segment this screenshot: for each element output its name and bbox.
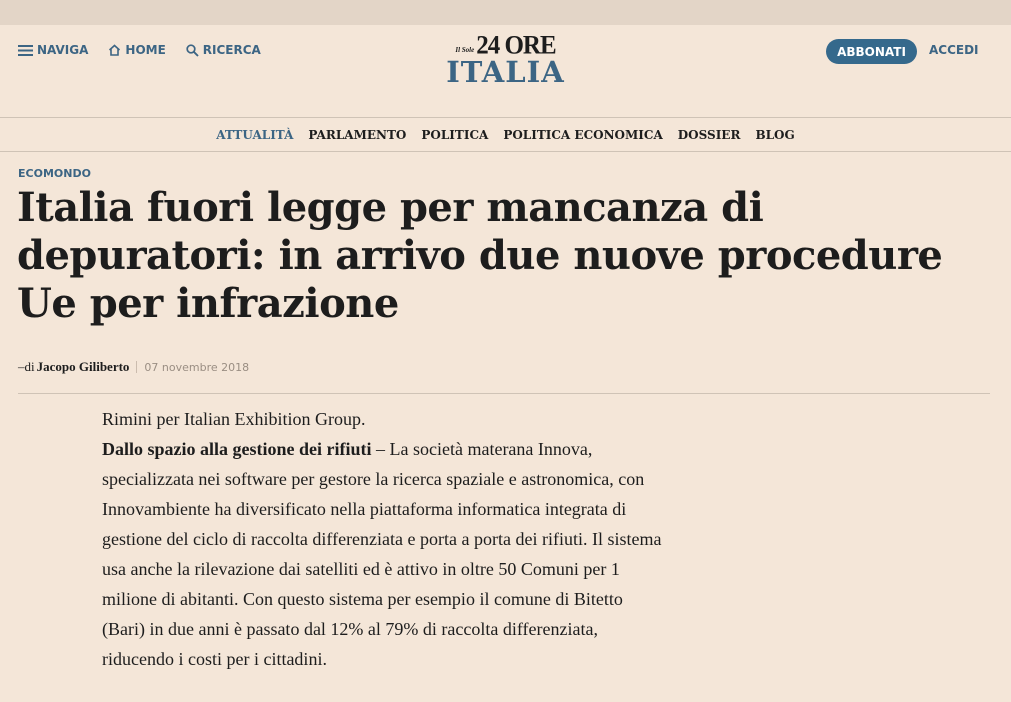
secnav-item-parlamento[interactable]: PARLAMENTO	[308, 127, 407, 142]
secnav-item-blog[interactable]: BLOG	[755, 127, 795, 142]
paragraph-text: – La società materana Innova, specializzata nei software per gestore la ricerca spaziale e astronomica, con Innovambiente ha diversificato nella piattaforma informatica integrata di gestione del ciclo di raccolta differenziata e porta a porta dei rifiuti. Il sistema usa anche la rilevazione dai satelliti ed è attivo in oltre 50 Comuni per 1 milione di abitanti. Con questo sistema per esempio il comune di Bitetto (Bari) in due anni è passato dal 12% al 79% di raccolta differenziata, riducendo i costi per i cittadini.	[102, 439, 662, 669]
article-byline	[18, 359, 249, 375]
secnav-item-politica[interactable]: POLITICA	[421, 127, 489, 142]
paragraph-lead: Dallo spazio alla gestione dei rifiuti	[102, 439, 372, 459]
article-kicker[interactable]: ECOMONDO	[18, 167, 91, 180]
accedi-link[interactable]: ACCEDI	[929, 43, 979, 57]
paragraph	[102, 434, 662, 674]
home-label: HOME	[125, 43, 166, 57]
site-header	[0, 25, 1011, 118]
secnav-item-politica-economica[interactable]: POLITICA ECONOMICA	[503, 127, 663, 142]
naviga-label: NAVIGA	[37, 43, 89, 57]
article-date: 07 novembre 2018	[144, 360, 250, 374]
byline-prefix: –di	[18, 359, 35, 374]
author-link[interactable]: Jacopo Giliberto	[36, 359, 130, 374]
article-title: Italia fuori legge per mancanza di depuratori: in arrivo due nuove procedure Ue per infrazione	[17, 184, 943, 327]
byline-rule	[18, 393, 990, 394]
section-nav	[0, 118, 1011, 152]
secnav-item-attualita[interactable]: ATTUALITÀ	[216, 127, 294, 142]
top-strip	[0, 0, 1011, 25]
article-body	[102, 404, 662, 674]
paragraph: Rimini per Italian Exhibition Group.	[102, 409, 366, 429]
byline-divider	[136, 361, 137, 373]
section-title: ITALIA	[446, 55, 565, 89]
ricerca-label: RICERCA	[202, 43, 261, 57]
logo-small-text: Il Sole	[455, 46, 475, 54]
abbonati-button[interactable]: ABBONATI	[826, 39, 917, 64]
logo-main-text: 24 ORE	[476, 31, 556, 60]
secnav-item-dossier[interactable]: DOSSIER	[677, 127, 741, 142]
